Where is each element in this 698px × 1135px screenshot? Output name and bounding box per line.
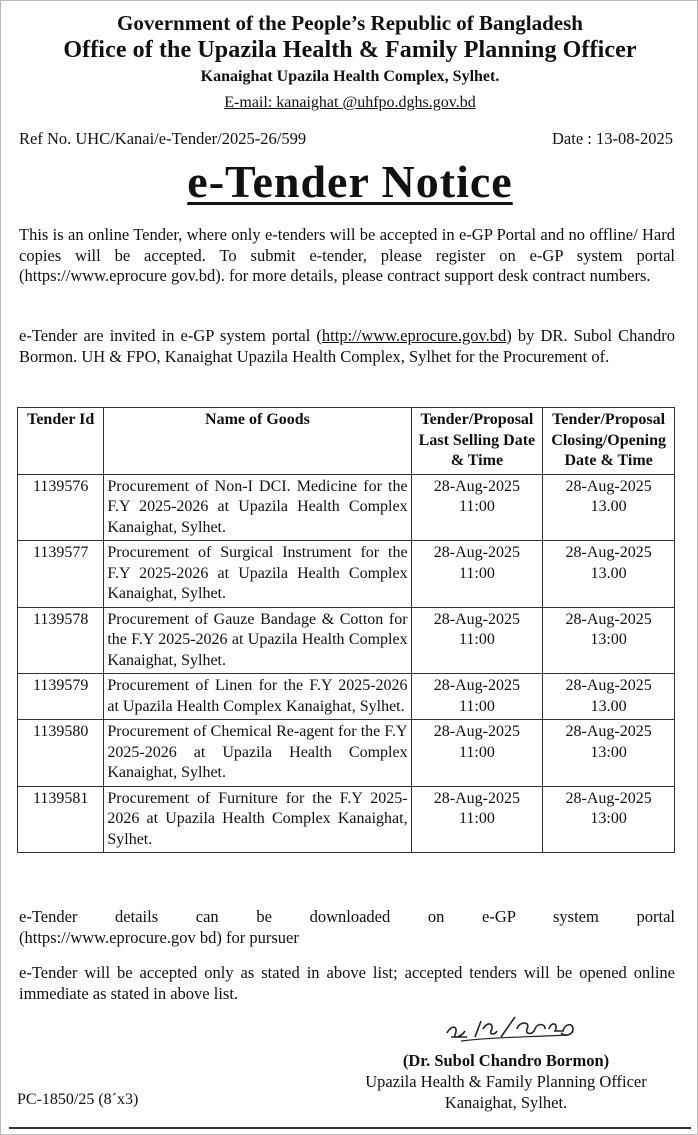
header-name-of-goods: Name of Goods (104, 408, 411, 475)
table-row (18, 541, 675, 608)
download-line-2: (https://www.eprocure.gov bd) for pursuer (19, 927, 299, 947)
tender-id-cell: 1139576 (18, 474, 104, 541)
closing-time: 13.00 (590, 498, 627, 515)
page-title (1, 155, 698, 208)
title-text: e-Tender Notice (187, 156, 513, 207)
closing-date: 28-Aug-2025 (565, 610, 652, 628)
goods-name-cell: Procurement of Non-I DCI. Medicine for the F.Y 2025-2026 at Upazila Health Complex Kanaighat, Sylhet. (104, 474, 411, 541)
table-header-row (18, 408, 675, 475)
last-selling-cell (411, 720, 543, 787)
closing-date: 28-Aug-2025 (565, 477, 652, 495)
handwritten-signature (441, 1007, 581, 1047)
last-selling-cell (411, 607, 543, 674)
table-row (18, 474, 675, 541)
selling-time: 11:00 (458, 697, 495, 715)
header-closing-opening: Tender/Proposal Closing/Opening Date & Time (543, 408, 675, 475)
closing-date: 28-Aug-2025 (565, 723, 652, 740)
goods-name-cell: Procurement of Furniture for the F.Y 2025-2026 at Upazila Health Complex Kanaighat, Sylhet. (104, 786, 411, 853)
table-row (18, 607, 675, 674)
pc-number: PC-1850/25 (8´x3) (17, 1091, 139, 1108)
tender-table-body (18, 474, 675, 853)
closing-opening-cell (543, 474, 675, 541)
intro-paragraph: This is an online Tender, where only e-tenders will be accepted in e-GP Portal and no offline/ Hard copies will be accepted. To submit e-tender, please register on e-GP system portal (https://www.eprocure gov.bd). for more details, please contract support desk contract numbers. (19, 225, 675, 285)
tender-id-cell: 1139577 (18, 541, 104, 608)
goods-name-cell: Procurement of Linen for the F.Y 2025-2026 at Upazila Health Complex Kanaighat, Sylhet. (104, 674, 411, 720)
selling-time: 11:00 (458, 498, 495, 515)
acceptance-paragraph: e-Tender will be accepted only as stated in above list; accepted tenders will be opened online immediate as stated in above list. (19, 963, 675, 1003)
table-row (18, 674, 675, 720)
download-paragraph (19, 907, 675, 948)
signatory-designation: Upazila Health & Family Planning Officer (365, 1072, 647, 1091)
last-selling-cell (411, 786, 543, 853)
closing-opening-cell (543, 674, 675, 720)
invitation-text-end: ) by DR. Subol Chandro Bormon. UH & FPO, Kanaighat Upazila Health Complex, Sylhet for the Procurement of. (19, 326, 675, 366)
government-heading: Government of the People’s Republic of Bangladesh (117, 11, 583, 35)
selling-date: 28-Aug-2025 (433, 723, 521, 740)
selling-date: 28-Aug-2025 (433, 477, 521, 495)
closing-date: 28-Aug-2025 (565, 544, 652, 561)
email-text: E-mail: kanaighat @uhfpo.dghs.gov.bd (224, 94, 476, 111)
tender-id-cell: 1139581 (18, 786, 104, 853)
closing-date: 28-Aug-2025 (565, 789, 652, 807)
download-line-1: e-Tender details can be downloaded on e-GP system portal (19, 907, 675, 926)
closing-time: 13:00 (590, 743, 627, 761)
closing-time: 13:00 (590, 810, 627, 827)
bottom-divider (9, 1127, 691, 1129)
signatory-place: Kanaighat, Sylhet. (444, 1093, 568, 1112)
last-selling-cell (411, 474, 543, 541)
notice-date: Date : 13-08-2025 (552, 129, 673, 148)
closing-opening-cell (543, 541, 675, 608)
selling-date: 28-Aug-2025 (433, 544, 521, 561)
ref-number: Ref No. UHC/Kanai/e-Tender/2025-26/599 (19, 129, 307, 148)
closing-opening-cell (543, 786, 675, 853)
goods-name-cell: Procurement of Surgical Instrument for the F.Y 2025-2026 at Upazila Health Complex Kanaighat, Sylhet. (104, 541, 411, 608)
last-selling-cell (411, 541, 543, 608)
header-last-selling: Tender/Proposal Last Selling Date & Time (411, 408, 543, 475)
goods-name-cell: Procurement of Chemical Re-agent for the F.Y 2025-2026 at Upazila Health Complex Kanaighat, Sylhet. (104, 720, 411, 787)
selling-time: 11:00 (458, 743, 495, 761)
closing-opening-cell (543, 607, 675, 674)
closing-date: 28-Aug-2025 (565, 677, 652, 694)
closing-time: 13.00 (590, 564, 627, 582)
selling-time: 11:00 (458, 564, 495, 582)
selling-time: 11:00 (458, 810, 495, 827)
last-selling-cell (411, 674, 543, 720)
closing-time: 13.00 (590, 697, 627, 715)
invitation-text-start: e-Tender are invited in e-GP system portal ( (19, 326, 322, 345)
selling-date: 28-Aug-2025 (433, 789, 521, 807)
table-row (18, 720, 675, 787)
tender-id-cell: 1139579 (18, 674, 104, 720)
email-line (1, 94, 698, 112)
header-tender-id: Tender Id (18, 408, 104, 475)
closing-opening-cell (543, 720, 675, 787)
tender-id-cell: 1139578 (18, 607, 104, 674)
invitation-paragraph (19, 326, 675, 367)
signatory-name: (Dr. Subol Chandro Bormon) (402, 1051, 610, 1070)
selling-date: 28-Aug-2025 (433, 677, 521, 694)
tender-table (17, 407, 675, 853)
selling-time: 11:00 (458, 631, 495, 648)
closing-time: 13:00 (590, 631, 627, 648)
goods-name-cell: Procurement of Gauze Bandage & Cotton for the F.Y 2025-2026 at Upazila Health Complex Kanaighat, Sylhet. (104, 607, 411, 674)
eprocure-link[interactable]: http://www.eprocure.gov.bd (321, 326, 507, 345)
office-heading: Office of the Upazila Health & Family Planning Officer (63, 37, 637, 63)
tender-id-cell: 1139580 (18, 720, 104, 787)
table-row (18, 786, 675, 853)
complex-heading: Kanaighat Upazila Health Complex, Sylhet. (200, 68, 500, 85)
selling-date: 28-Aug-2025 (433, 610, 521, 628)
